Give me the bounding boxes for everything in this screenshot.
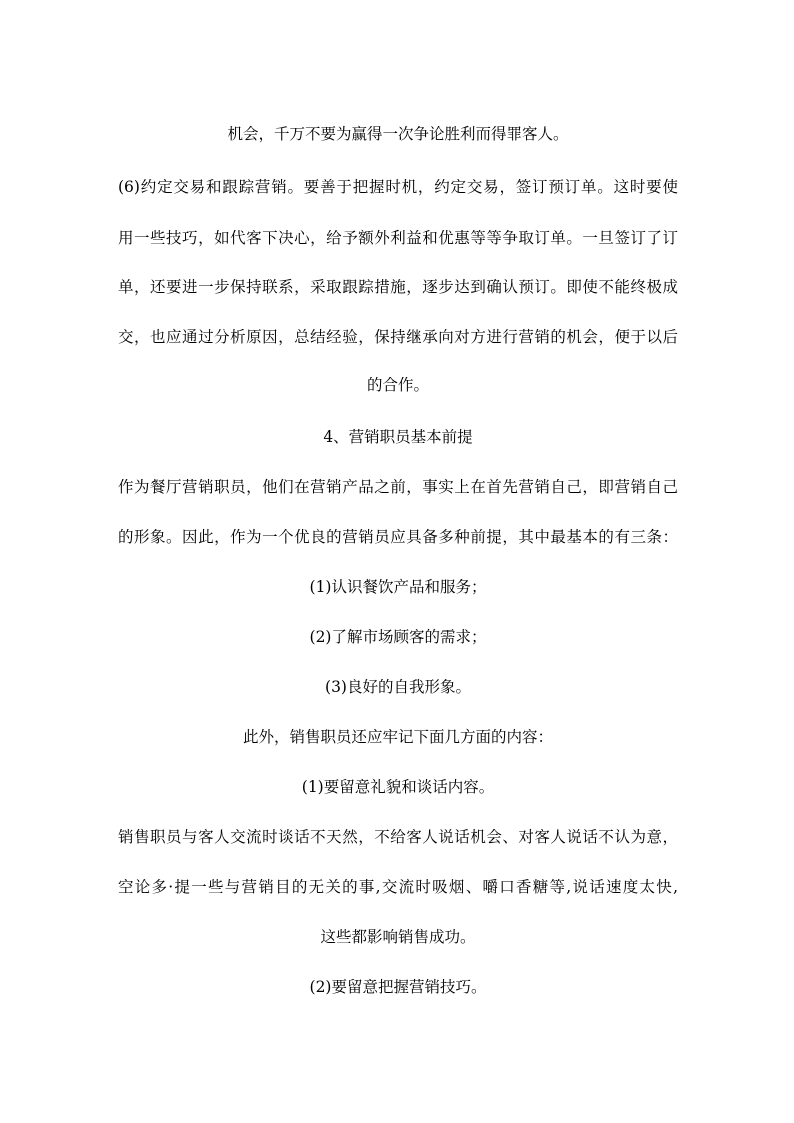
paragraph-line-3: 用一些技巧，如代客下决心，给予额外利益和优惠等等争取订单。一旦签订了订 <box>118 229 678 247</box>
paragraph-line-5: 交，也应通过分析原因，总结经验，保持继承向对方进行营销的机会，便于以后 <box>118 328 678 346</box>
list-item-1: (1)认识餐饮产品和服务； <box>309 578 487 596</box>
paragraph-line-1: 机会，千万不要为赢得一次争论胜利而得罪客人。 <box>227 125 569 143</box>
section-heading: 4、营销职员基本前提 <box>323 428 473 446</box>
paragraph-line-12: 这些都影响销售成功。 <box>320 928 476 946</box>
paragraph-line-7: 作为餐厅营销职员，他们在营销产品之前，事实上在首先营销自己，即营销自己 <box>118 478 678 496</box>
list-item-2: (2)了解市场顾客的需求； <box>309 628 487 646</box>
paragraph-line-8: 的形象。因此，作为一个优良的营销员应具备多种前提，其中最基本的有三条： <box>118 528 678 546</box>
list-item-3: (3)良好的自我形象。 <box>325 678 471 696</box>
paragraph-line-9: 此外，销售职员还应牢记下面几方面的内容： <box>242 728 553 746</box>
paragraph-line-4: 单，还要进一步保持联系，采取跟踪措施，逐步达到确认预订。即使不能终极成 <box>118 278 678 296</box>
paragraph-line-10: 销售职员与客人交流时谈话不天然，不给客人说话机会、对客人说话不认为意， <box>118 828 678 846</box>
sub-item-1: (1)要留意礼貌和谈话内容。 <box>301 778 495 796</box>
paragraph-line-6: 的合作。 <box>366 376 429 394</box>
paragraph-line-11: 空论多·提一些与营销目的无关的事,交流时吸烟、嚼口香糖等,说话速度太快, <box>118 878 678 896</box>
paragraph-line-2: (6)约定交易和跟踪营销。要善于把握时机，约定交易，签订预订单。这时要使 <box>118 178 678 196</box>
sub-item-2: (2)要留意把握营销技巧。 <box>309 978 487 996</box>
